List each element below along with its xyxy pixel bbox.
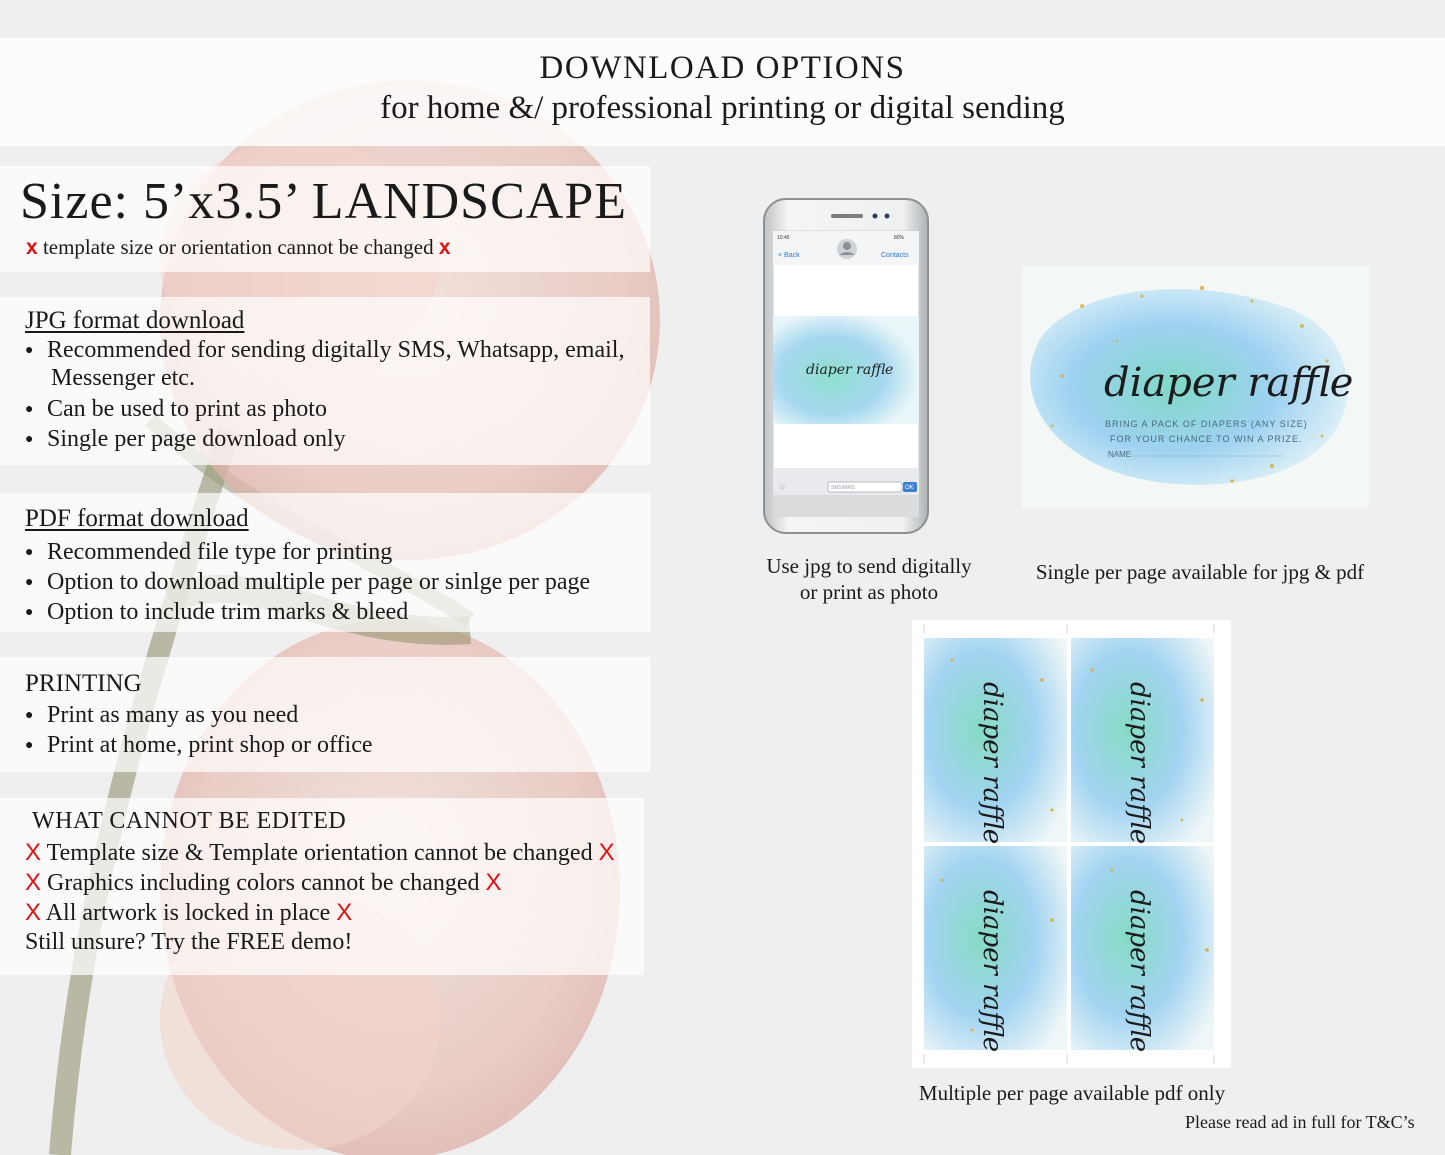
- bullet-icon: ●: [25, 738, 34, 753]
- x-mark-icon: x: [26, 236, 38, 259]
- card-script-title: diaper raffle: [1104, 360, 1354, 406]
- multi-card-sheet: [912, 620, 1231, 1068]
- card-script-title: diaper raffle: [977, 682, 1007, 845]
- card-script-title: diaper raffle: [977, 890, 1007, 1053]
- x-mark-icon: X: [485, 869, 502, 896]
- size-note-text: template size or orientation cannot be changed: [42, 235, 434, 259]
- bullet-icon: ●: [25, 708, 34, 723]
- cannot-edit-panel: [0, 798, 644, 975]
- camera-icon[interactable]: ☆: [778, 483, 787, 493]
- list-item: ● Single per page download only: [25, 424, 346, 455]
- list-item: ● Recommended for sending digitally SMS, Whatsapp, email,: [25, 335, 624, 366]
- size-title: Size: 5’x3.5’ LANDSCAPE: [20, 173, 628, 230]
- header-banner: [0, 38, 1445, 146]
- jpg-panel: [0, 297, 650, 465]
- bullet-icon: ●: [25, 545, 34, 560]
- size-panel: [0, 166, 650, 272]
- x-mark-icon: x: [438, 236, 451, 259]
- size-note: [26, 235, 451, 260]
- contacts-button[interactable]: Contacts: [881, 252, 909, 259]
- back-button[interactable]: < Back: [778, 252, 800, 259]
- single-card-preview: [1022, 266, 1369, 508]
- list-item: ● Print at home, print shop or office: [25, 730, 373, 761]
- printing-panel: [0, 657, 650, 772]
- jpg-title: JPG format download: [25, 307, 245, 334]
- single-caption: Single per page available for jpg & pdf: [1035, 560, 1365, 584]
- bullet-icon: ●: [25, 402, 34, 417]
- bullet-icon: ●: [25, 575, 34, 590]
- phone-time: 10:45: [777, 235, 790, 241]
- list-item: ● Option to include trim marks & bleed: [25, 597, 408, 628]
- printing-title: PRINTING: [25, 670, 142, 697]
- card-script-title: diaper raffle: [1124, 890, 1154, 1053]
- multi-caption: Multiple per page available pdf only: [918, 1081, 1226, 1105]
- phone-mockup: [763, 198, 929, 534]
- send-button[interactable]: OK: [905, 485, 914, 491]
- list-item: ● Print as many as you need: [25, 700, 298, 731]
- list-item: X Template size & Template orientation cannot be changed X: [25, 839, 615, 866]
- page-title: DOWNLOAD OPTIONS: [539, 50, 906, 86]
- demo-note: Still unsure? Try the FREE demo!: [25, 929, 353, 955]
- list-item: ● Recommended file type for printing: [25, 537, 392, 568]
- x-mark-icon: X: [336, 899, 353, 926]
- x-mark-icon: X: [25, 899, 42, 926]
- cannot-edit-title: WHAT CANNOT BE EDITED: [32, 808, 347, 834]
- list-item: X Graphics including colors cannot be changed X: [25, 869, 502, 896]
- pdf-title: PDF format download: [25, 505, 249, 532]
- list-item: ● Can be used to print as photo: [25, 394, 327, 425]
- page-subtitle: for home &/ professional printing or digital sending: [380, 90, 1065, 126]
- x-mark-icon: X: [598, 839, 615, 866]
- bullet-icon: ●: [25, 605, 34, 620]
- bullet-icon: ●: [25, 343, 34, 358]
- list-item: X All artwork is locked in place X: [25, 899, 353, 926]
- phone-caption: Use jpg to send digitally or print as photo: [766, 554, 972, 604]
- terms-note: Please read ad in full for T&C’s: [1185, 1112, 1415, 1132]
- bullet-icon: ●: [25, 432, 34, 447]
- phone-battery: 80%: [894, 235, 905, 241]
- card-line-1: BRING A PACK OF DIAPERS (ANY SIZE): [1105, 419, 1308, 429]
- card-name-label: NAME: [1108, 450, 1132, 459]
- phone-card-script: diaper raffle: [806, 362, 894, 378]
- pdf-panel: [0, 493, 650, 632]
- card-line-2: FOR YOUR CHANCE TO WIN A PRIZE.: [1110, 434, 1303, 444]
- card-script-title: diaper raffle: [1124, 682, 1154, 845]
- x-mark-icon: X: [25, 839, 42, 866]
- list-item-continuation: Messenger etc.: [51, 365, 195, 391]
- message-input[interactable]: SMS/MMS: [831, 485, 855, 491]
- list-item: ● Option to download multiple per page or sinlge per page: [25, 567, 590, 598]
- x-mark-icon: X: [25, 869, 42, 896]
